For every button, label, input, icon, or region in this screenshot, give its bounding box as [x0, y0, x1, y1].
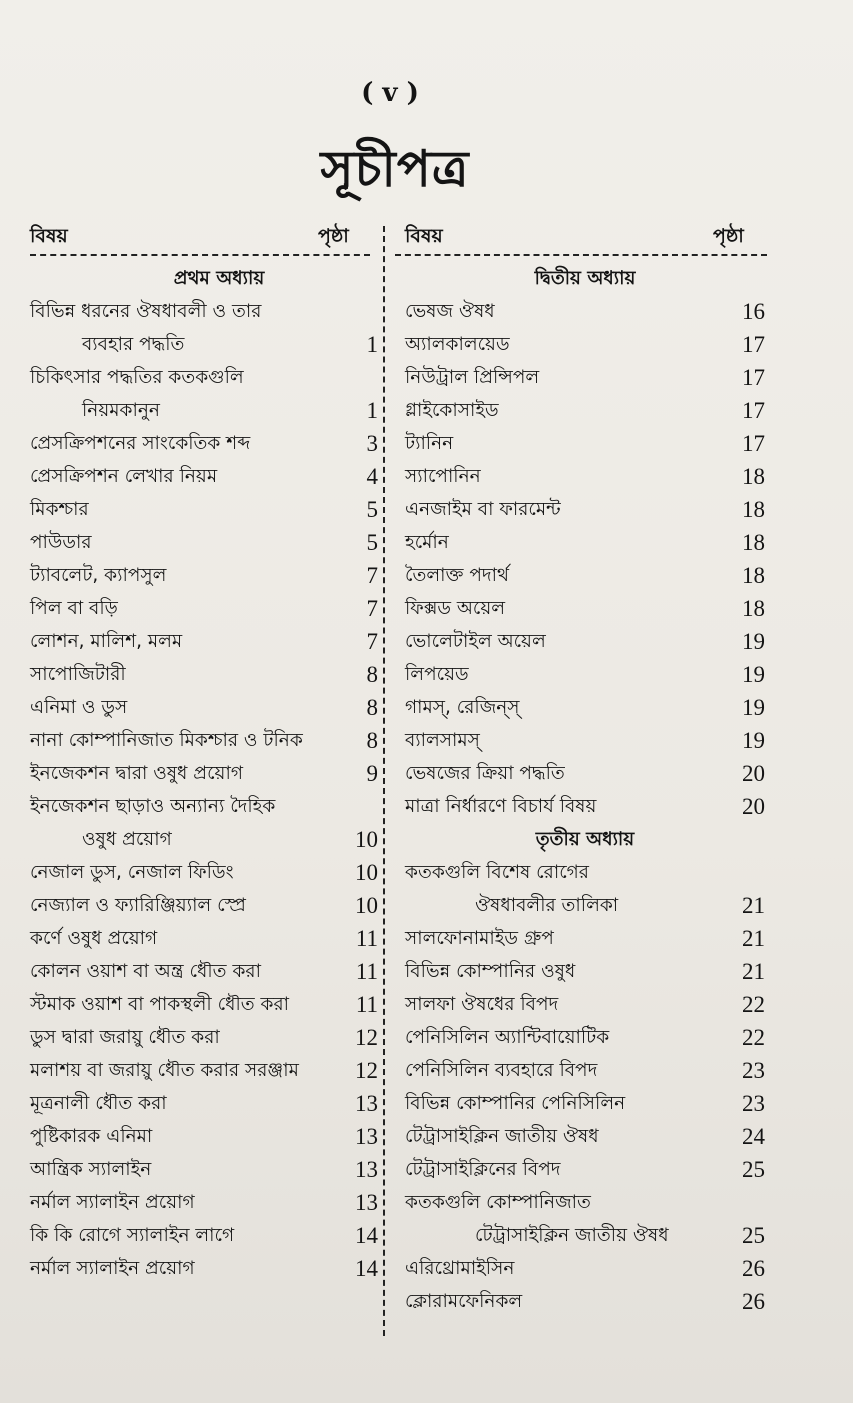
toc-page-number: 21: [742, 893, 765, 918]
toc-entry: [30, 427, 378, 460]
right-page-header: পৃষ্ঠা: [713, 225, 744, 247]
toc-entry: [30, 1120, 378, 1153]
chapter-heading: [405, 823, 765, 856]
toc-entry: [30, 1054, 378, 1087]
toc-page-number: 13: [355, 1091, 378, 1116]
toc-page-number: 12: [355, 1058, 378, 1083]
toc-page-number: 10: [355, 860, 378, 885]
toc-page-number: 18: [742, 464, 765, 489]
toc-entry-text: কতকগুলি কোম্পানিজাত: [405, 1192, 591, 1213]
toc-page-number: 22: [742, 992, 765, 1017]
toc-entry-text: নেজাল ডুস, নেজাল ফিডিং: [30, 862, 234, 883]
toc-entry: [30, 790, 378, 823]
toc-page-number: 13: [355, 1190, 378, 1215]
toc-page-number: 9: [366, 761, 378, 786]
toc-entry-text: অ্যালকালয়েড: [405, 334, 510, 355]
toc-entry-text: নিউট্রাল প্রিন্সিপল: [405, 367, 540, 388]
toc-entry-text: টেট্রাসাইক্লিনের বিপদ: [405, 1159, 561, 1180]
toc-entry: [405, 1087, 765, 1120]
toc-entry-text: নানা কোম্পানিজাত মিকশ্চার ও টনিক: [30, 730, 303, 751]
toc-entry-text: বিভিন্ন কোম্পানির ওষুধ: [405, 961, 576, 982]
toc-entry-text: নিয়মকানুন: [82, 400, 160, 421]
toc-entry: [30, 295, 378, 328]
toc-entry-text: প্রেসক্রিপশনের সাংকেতিক শব্দ: [30, 433, 251, 454]
toc-entry: [405, 592, 765, 625]
toc-entry: [405, 724, 765, 757]
toc-page-number: 13: [355, 1157, 378, 1182]
toc-entry: [405, 1186, 765, 1219]
toc-entry-text: ভেষজের ক্রিয়া পদ্ধতি: [405, 763, 565, 784]
toc-entry: [30, 1087, 378, 1120]
toc-entry-text: ভোলেটাইল অয়েল: [405, 631, 546, 652]
toc-entry-text: গামস্, রেজিন্স্: [405, 697, 520, 718]
toc-entry-text: চিকিৎসার পদ্ধতির কতকগুলি: [30, 367, 244, 388]
toc-page-number: 18: [742, 563, 765, 588]
toc-page-number: 19: [742, 728, 765, 753]
toc-entry: [405, 1120, 765, 1153]
toc-entry-text: ট্যানিন: [405, 433, 454, 454]
toc-page-number: 1: [366, 332, 378, 357]
toc-entry: [405, 1021, 765, 1054]
toc-page-number: 17: [742, 398, 765, 423]
toc-page-number: 25: [742, 1223, 765, 1248]
toc-entry: [405, 889, 765, 922]
toc-entry: [30, 724, 378, 757]
toc-entry-text: ওষুধ প্রয়োগ: [82, 829, 172, 850]
toc-entry-text: ক্লোরামফেনিকল: [405, 1291, 523, 1312]
toc-entry: [405, 361, 765, 394]
toc-entry-text: মূত্রনালী ধৌত করা: [30, 1093, 167, 1114]
toc-page-number: 3: [366, 431, 378, 456]
toc-entry-text: ঔষধাবলীর তালিকা: [475, 895, 619, 916]
chapter-heading: [30, 262, 378, 295]
toc-entry: [30, 1021, 378, 1054]
toc-entry: [405, 922, 765, 955]
toc-page-number: 19: [742, 662, 765, 687]
toc-entry: [30, 889, 378, 922]
toc-page-number: 10: [355, 893, 378, 918]
toc-entry-text: লিপয়েড: [405, 664, 469, 685]
page-title: সূচীপত্র: [320, 140, 470, 198]
toc-entry-text: পেনিসিলিন ব্যবহারে বিপদ: [405, 1060, 598, 1081]
toc-entry-text: কর্ণে ওষুধ প্রয়োগ: [30, 928, 158, 949]
toc-entry-text: ট্যাবলেট, ক্যাপসুল: [30, 565, 167, 586]
toc-entry: [30, 394, 378, 427]
toc-entry-text: নর্মাল স্যালাইন প্রয়োগ: [30, 1258, 195, 1279]
toc-page-number: 23: [742, 1058, 765, 1083]
toc-entry-text: দ্বিতীয় অধ্যায়: [534, 268, 636, 289]
toc-entry-text: এরিথ্রোমাইসিন: [405, 1258, 515, 1279]
toc-page-number: 12: [355, 1025, 378, 1050]
toc-entry-text: পেনিসিলিন অ্যান্টিবায়োটিক: [405, 1027, 610, 1048]
toc-entry: [405, 658, 765, 691]
toc-entry: [30, 559, 378, 592]
toc-entry-text: সাপোজিটারী: [30, 664, 126, 685]
toc-page-number: 7: [366, 563, 378, 588]
toc-page-number: 17: [742, 332, 765, 357]
toc-entry: [405, 493, 765, 526]
toc-entry: [405, 691, 765, 724]
header-rule-left: [30, 254, 370, 256]
toc-page-number: 16: [742, 299, 765, 324]
toc-page-number: 10: [355, 827, 378, 852]
toc-entry: [30, 361, 378, 394]
toc-entry-text: ব্যবহার পদ্ধতি: [82, 334, 185, 355]
right-subject-header: বিষয়: [405, 225, 443, 247]
toc-entry-text: টেট্রাসাইক্লিন জাতীয় ঔষধ: [475, 1225, 669, 1246]
page-number: ( v ): [361, 78, 419, 108]
toc-entry: [30, 856, 378, 889]
toc-entry: [405, 1252, 765, 1285]
toc-entry: [30, 625, 378, 658]
toc-entry: [30, 988, 378, 1021]
header-rule-right: [395, 254, 767, 256]
toc-page-number: 17: [742, 431, 765, 456]
toc-entry-text: ভেষজ ঔষধ: [405, 301, 495, 322]
toc-page-number: 14: [355, 1256, 378, 1281]
toc-entry-text: লোশন, মালিশ, মলম: [30, 631, 183, 652]
toc-entry-text: ইনজেকশন ছাড়াও অন্যান্য দৈহিক: [30, 796, 276, 817]
toc-page-number: 19: [742, 695, 765, 720]
toc-page-number: 8: [366, 728, 378, 753]
toc-entry: [30, 1186, 378, 1219]
right-column: [405, 262, 765, 1318]
toc-entry: [30, 955, 378, 988]
toc-page-number: 24: [742, 1124, 765, 1149]
toc-entry-text: পিল বা বড়ি: [30, 598, 118, 619]
toc-page-number: 11: [355, 959, 378, 984]
toc-page-number: 22: [742, 1025, 765, 1050]
toc-page-number: 14: [355, 1223, 378, 1248]
toc-entry: [405, 988, 765, 1021]
toc-entry: [405, 757, 765, 790]
toc-entry-text: নেজ্যাল ও ফ্যারিঞ্জিয়্যাল স্প্রে: [30, 895, 246, 916]
toc-entry: [405, 295, 765, 328]
toc-entry-text: মলাশয় বা জরায়ু ধৌত করার সরঞ্জাম: [30, 1060, 299, 1081]
toc-entry: [405, 1285, 765, 1318]
toc-page-number: 8: [366, 695, 378, 720]
toc-entry: [405, 856, 765, 889]
toc-entry: [30, 823, 378, 856]
left-page-header: পৃষ্ঠা: [318, 225, 349, 247]
toc-page-number: 21: [742, 959, 765, 984]
toc-entry-text: ফিক্সড অয়েল: [405, 598, 506, 619]
toc-entry: [405, 526, 765, 559]
toc-entry-text: বিভিন্ন ধরনের ঔষধাবলী ও তার: [30, 301, 262, 322]
toc-entry: [405, 394, 765, 427]
toc-entry: [405, 427, 765, 460]
toc-entry: [30, 658, 378, 691]
toc-page-number: 20: [742, 761, 765, 786]
toc-page-number: 7: [366, 596, 378, 621]
toc-entry: [405, 1054, 765, 1087]
left-subject-header: বিষয়: [30, 225, 68, 247]
toc-page-number: 7: [366, 629, 378, 654]
toc-entry-text: এনজাইম বা ফারমেন্ট: [405, 499, 561, 520]
toc-entry-text: টেট্রাসাইক্লিন জাতীয় ঔষধ: [405, 1126, 599, 1147]
toc-page-number: 25: [742, 1157, 765, 1182]
toc-page-number: 20: [742, 794, 765, 819]
toc-page-number: 26: [742, 1256, 765, 1281]
toc-page-number: 5: [366, 497, 378, 522]
toc-entry-text: নর্মাল স্যালাইন প্রয়োগ: [30, 1192, 195, 1213]
toc-entry-text: বিভিন্ন কোম্পানির পেনিসিলিন: [405, 1093, 626, 1114]
toc-page-number: 1: [366, 398, 378, 423]
toc-page-number: 26: [742, 1289, 765, 1314]
toc-page-number: 21: [742, 926, 765, 951]
toc-page-number: 8: [366, 662, 378, 687]
toc-entry: [30, 460, 378, 493]
column-divider: [383, 226, 385, 1336]
toc-entry: [30, 1153, 378, 1186]
toc-page-number: 18: [742, 530, 765, 555]
toc-page-number: 23: [742, 1091, 765, 1116]
chapter-heading: [405, 262, 765, 295]
toc-entry-text: গ্লাইকোসাইড: [405, 400, 499, 421]
toc-page-number: 11: [355, 926, 378, 951]
toc-entry-text: পাউডার: [30, 532, 92, 553]
toc-entry: [30, 922, 378, 955]
toc-entry: [30, 691, 378, 724]
toc-entry: [405, 1153, 765, 1186]
toc-page-number: 11: [355, 992, 378, 1017]
toc-entry-text: সালফা ঔষধের বিপদ: [405, 994, 559, 1015]
toc-entry-text: স্টমাক ওয়াশ বা পাকস্থলী ধৌত করা: [30, 994, 289, 1015]
toc-entry-text: পুষ্টিকারক এনিমা: [30, 1126, 153, 1147]
toc-page-number: 18: [742, 497, 765, 522]
toc-entry-text: স্যাপোনিন: [405, 466, 481, 487]
toc-entry-text: আন্ত্রিক স্যালাইন: [30, 1159, 152, 1180]
toc-entry-text: হর্মোন: [405, 532, 449, 553]
toc-page-number: 19: [742, 629, 765, 654]
toc-entry: [30, 592, 378, 625]
toc-entry: [405, 328, 765, 361]
toc-page-number: 13: [355, 1124, 378, 1149]
toc-entry-text: ইনজেকশন দ্বারা ওষুধ প্রয়োগ: [30, 763, 243, 784]
toc-entry: [30, 526, 378, 559]
toc-entry-text: তৈলাক্ত পদার্থ: [405, 565, 509, 586]
toc-entry-text: ব্যালসামস্: [405, 730, 480, 751]
toc-entry: [405, 559, 765, 592]
toc-entry-text: প্রথম অধ্যায়: [173, 268, 265, 289]
toc-entry-text: সালফোনামাইড গ্রুপ: [405, 928, 554, 949]
toc-entry: [30, 328, 378, 361]
toc-entry: [30, 1252, 378, 1285]
toc-entry: [30, 493, 378, 526]
toc-entry: [405, 1219, 765, 1252]
toc-entry: [30, 757, 378, 790]
toc-entry-text: কতকগুলি বিশেষ রোগের: [405, 862, 589, 883]
toc-entry: [405, 790, 765, 823]
toc-entry-text: মাত্রা নির্ধারণে বিচার্য বিষয়: [405, 796, 597, 817]
toc-page-number: 4: [366, 464, 378, 489]
toc-entry-text: তৃতীয় অধ্যায়: [535, 829, 635, 850]
toc-entry: [405, 625, 765, 658]
toc-entry: [30, 1219, 378, 1252]
toc-entry: [405, 955, 765, 988]
toc-entry-text: কি কি রোগে স্যালাইন লাগে: [30, 1225, 235, 1246]
toc-entry-text: মিকশ্চার: [30, 499, 89, 520]
toc-entry-text: কোলন ওয়াশ বা অন্ত্র ধৌত করা: [30, 961, 261, 982]
toc-entry: [405, 460, 765, 493]
toc-page-number: 17: [742, 365, 765, 390]
toc-page-number: 5: [366, 530, 378, 555]
toc-entry-text: এনিমা ও ডুস: [30, 697, 128, 718]
toc-page-number: 18: [742, 596, 765, 621]
toc-entry-text: ডুস দ্বারা জরায়ু ধৌত করা: [30, 1027, 220, 1048]
left-column: [30, 262, 378, 1285]
toc-entry-text: প্রেসক্রিপশন লেখার নিয়ম: [30, 466, 218, 487]
